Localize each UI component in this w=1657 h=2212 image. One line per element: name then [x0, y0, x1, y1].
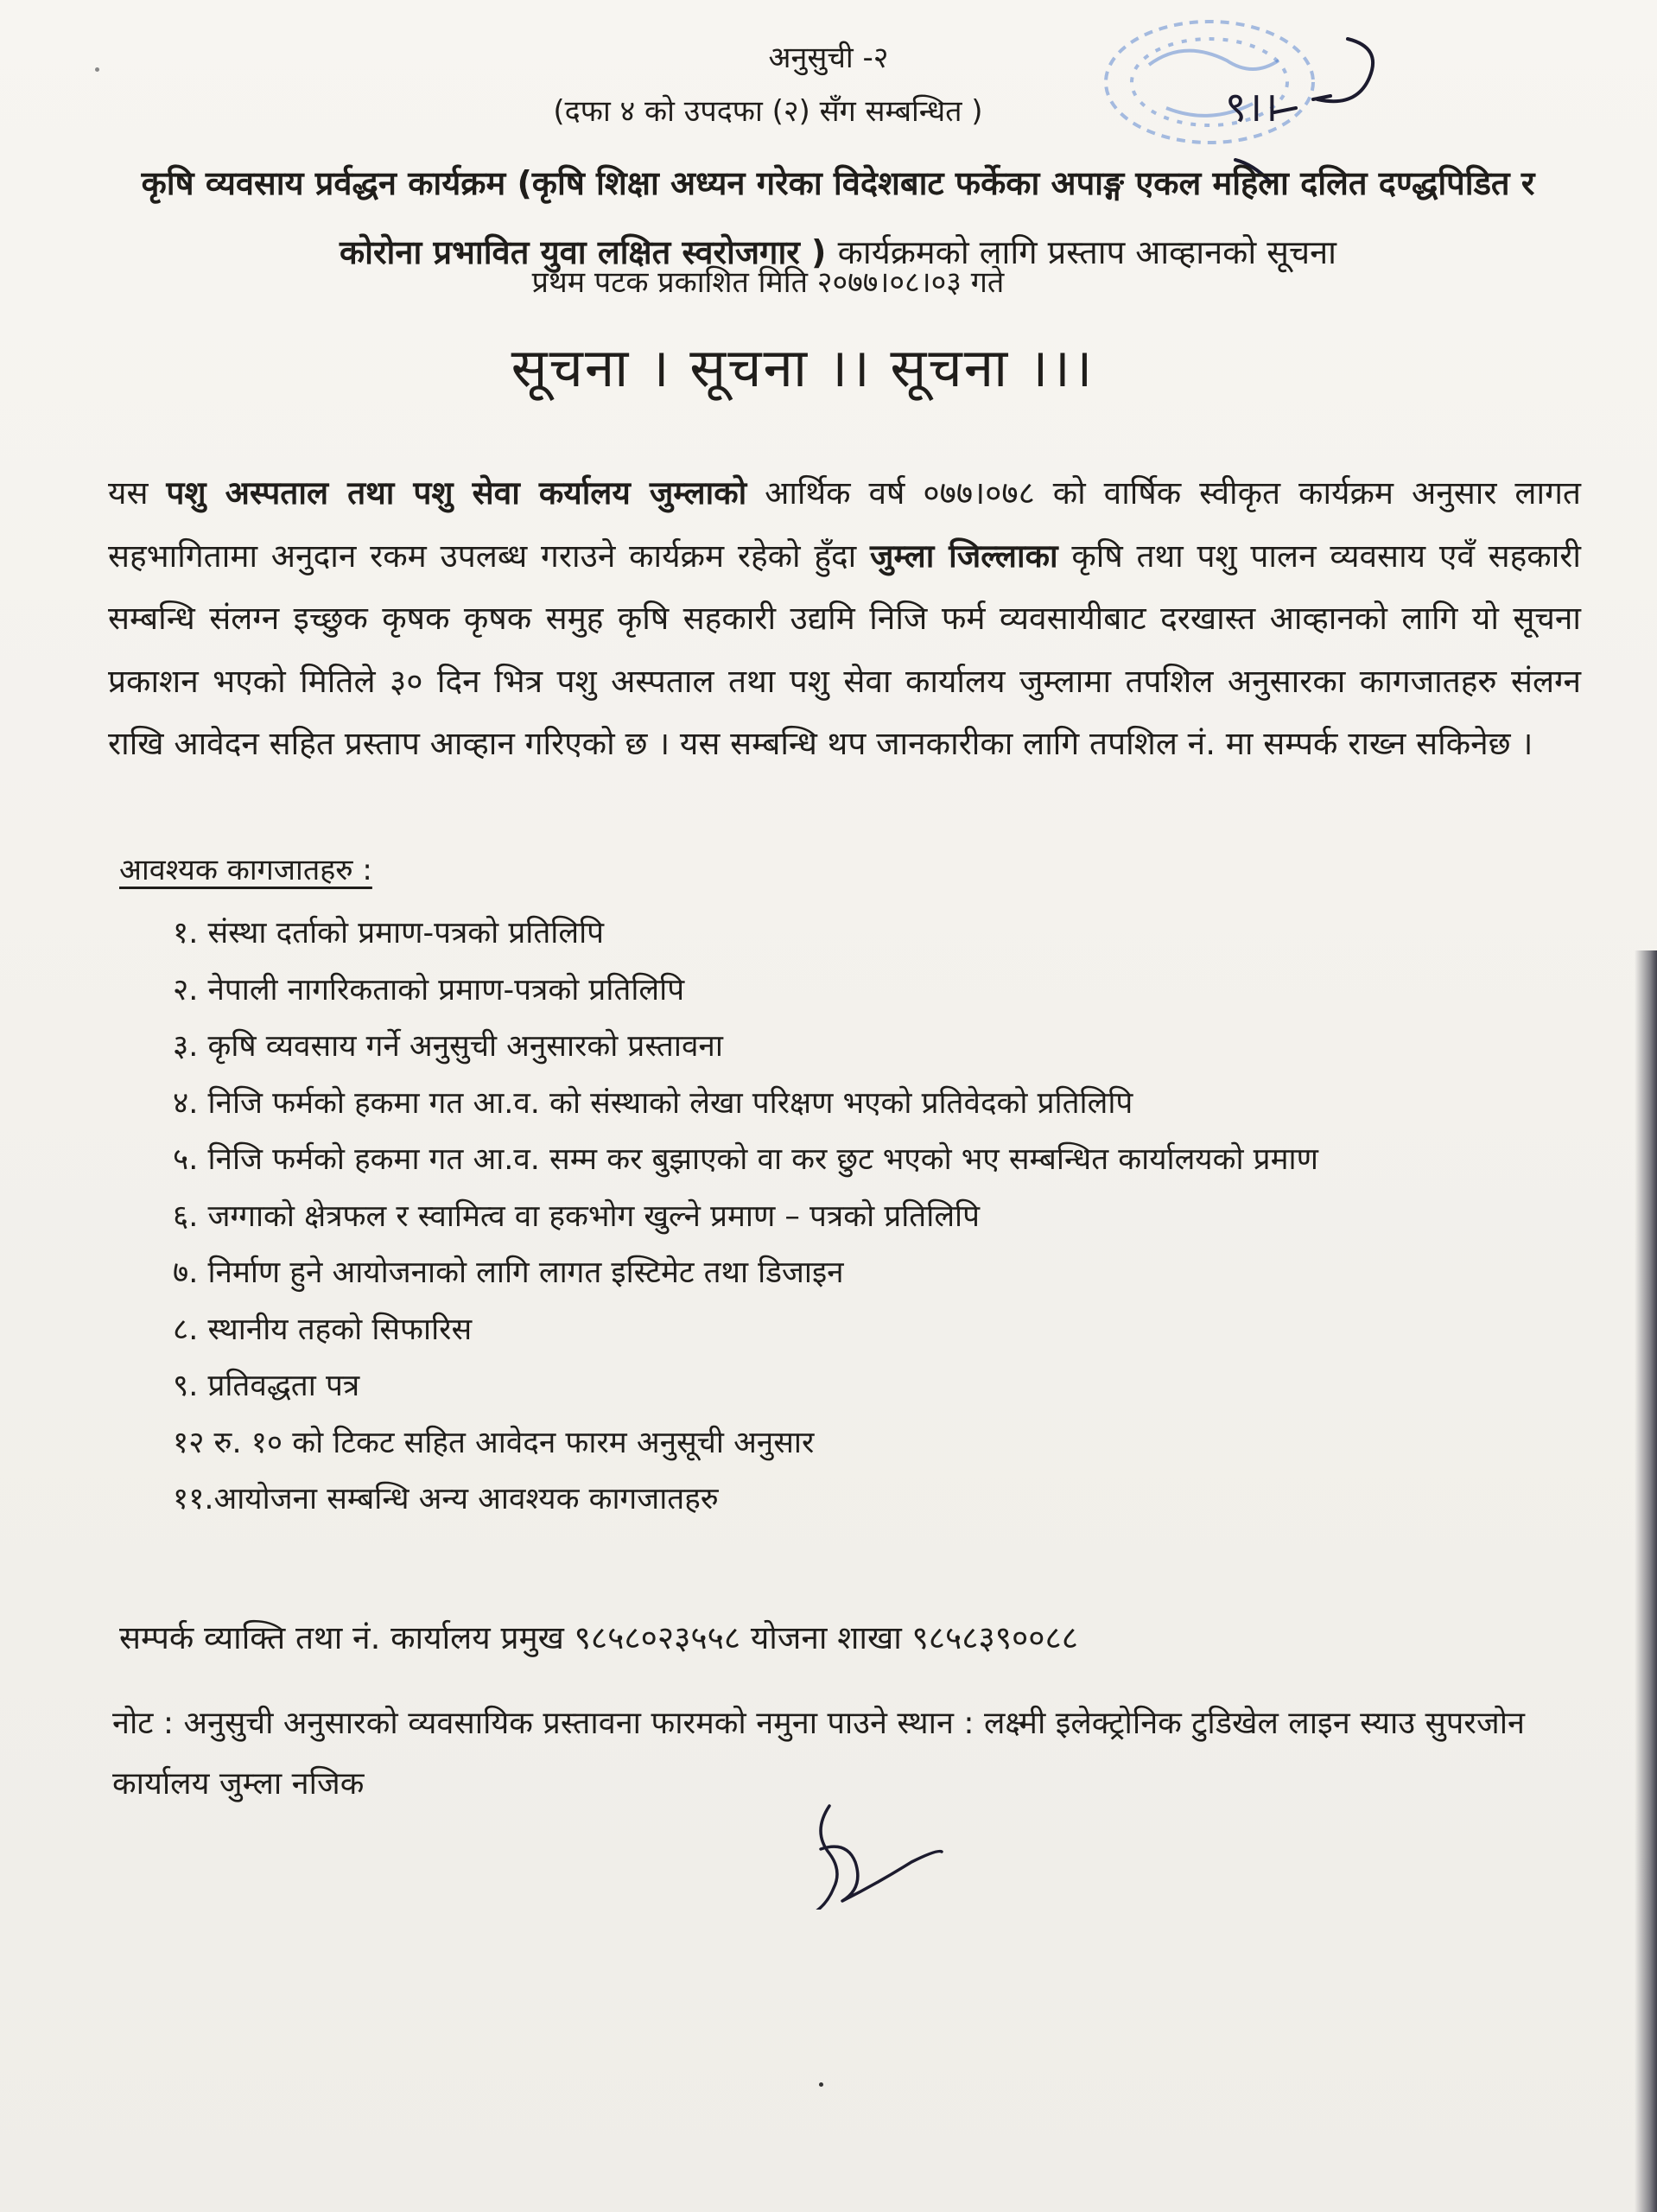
- list-item: १. संस्था दर्ताको प्रमाण-पत्रको प्रतिलिपि: [173, 916, 605, 950]
- notice-heading: सूचना । सूचना ।। सूचना ।।।: [511, 336, 1095, 399]
- list-item: ४. निजि फर्मको हकमा गत आ.व. को संस्थाको लेखा परिक्षण भएको प्रतिवेदको प्रतिलिपि: [173, 1085, 1133, 1121]
- program-title-rest: कार्यक्रमको लागि प्रस्ताप आव्हानको सूचना: [837, 233, 1337, 271]
- program-title-bold: कृषि व्यवसाय प्रर्वद्धन कार्यक्रम (कृषि शिक्षा अध्यन गरेका विदेशबाट फर्केका अपाङ्ग एकल महिला दलित दण्द्धपिडित र कोरोना प्रभावित युवा लक्षित स्वरोजगार ): [141, 164, 1535, 271]
- list-item: २. नेपाली नागरिकताको प्रमाण-पत्रको प्रतिलिपि: [173, 972, 685, 1007]
- list-item: ११.आयोजना सम्बन्धि अन्य आवश्यक कागजातहरु: [173, 1482, 719, 1516]
- list-item: ८. स्थानीय तहको सिफारिस: [173, 1312, 473, 1347]
- list-item: ९. प्रतिवद्धता पत्र: [173, 1369, 360, 1403]
- note-text: नोट : अनुसुची अनुसारको व्यवसायिक प्रस्तावना फारमको नमुना पाउने स्थान : लक्ष्मी इलेक्ट्रोनिक टुडिखेल लाइन स्याउ सुपरजोन कार्यालय जुम्ला नजिक: [112, 1706, 1526, 1802]
- para-district: जुम्ला जिल्लाका: [869, 537, 1058, 575]
- para-part-2: आर्थिक वर्ष ०७७।०७८ को वार्षिक स्वीकृत कार्यक्रम अनुसार लागत सहभागितामा अनुदान रकम उपलब्ध गराउने कार्यक्रम रहेको हुँदा: [108, 474, 1581, 575]
- stray-mark: [819, 2082, 823, 2087]
- stamp-handwritten-number: ९।।: [1225, 83, 1279, 131]
- required-documents-list: [173, 906, 1318, 1529]
- published-date: प्रथम पटक प्रकाशित मिति २०७७।०८।०३ गते: [531, 265, 1005, 300]
- notice-paragraph: [108, 462, 1581, 776]
- page-edge-shadow: [1635, 950, 1657, 2212]
- para-part-3: कृषि तथा पशु पालन व्यवसाय एवँ सहकारी सम्बन्धि संलग्न इच्छुक कृषक कृषक समुह कृषि सहकारी उद्यमि निजि फर्म व्यवसायीबाट दरखास्त आव्हानको लागि यो सूचना प्रकाशन भएको मितिले ३० दिन भित्र पशु अस्पताल तथा पशु सेवा कार्यालय जुम्लामा तपशिल अनुसारका कागजातहरु संलग्न राखि आवेदन सहित प्रस्ताप आव्हान गरिएको छ । यस सम्बन्धि थप जानकारीका लागि तपशिल नं. मा सम्पर्क राख्न सकिनेछ ।: [108, 537, 1582, 762]
- contact-line: सम्पर्क व्याक्ति तथा नं. कार्यालय प्रमुख ९८५८०२३५५८ योजना शाखा ९८५८३९००८८: [119, 1619, 1078, 1656]
- list-item: १२ रु. १० को टिकट सहित आवेदन फारम अनुसूची अनुसार: [173, 1425, 815, 1460]
- para-part-1: यस: [108, 474, 167, 512]
- annex-title: अनुसुची -२: [768, 41, 889, 75]
- list-item: ५. निजि फर्मको हकमा गत आ.व. सम्म कर बुझाएको वा कर छुट भएको भए सम्बन्धित कार्यालयको प्रमाण: [173, 1142, 1318, 1177]
- signature: [803, 1789, 950, 1910]
- required-documents-heading: आवश्यक कागजातहरु :: [119, 853, 372, 887]
- annex-reference: (दफा ४ को उपदफा (२) सँग सम्बन्धित ): [553, 94, 983, 129]
- para-office-name: पशु अस्पताल तथा पशु सेवा कर्यालय जुम्लाको: [166, 474, 747, 512]
- list-item: ७. निर्माण हुने आयोजनाको लागि लागत इस्टिमेट तथा डिजाइन: [173, 1255, 844, 1290]
- list-item: ३. कृषि व्यवसाय गर्ने अनुसुची अनुसारको प्रस्तावना: [173, 1029, 723, 1064]
- stray-mark: [95, 67, 99, 72]
- list-item: ६. जग्गाको क्षेत्रफल र स्वामित्व वा हकभोग खुल्ने प्रमाण – पत्रको प्रतिलिपि: [173, 1198, 980, 1234]
